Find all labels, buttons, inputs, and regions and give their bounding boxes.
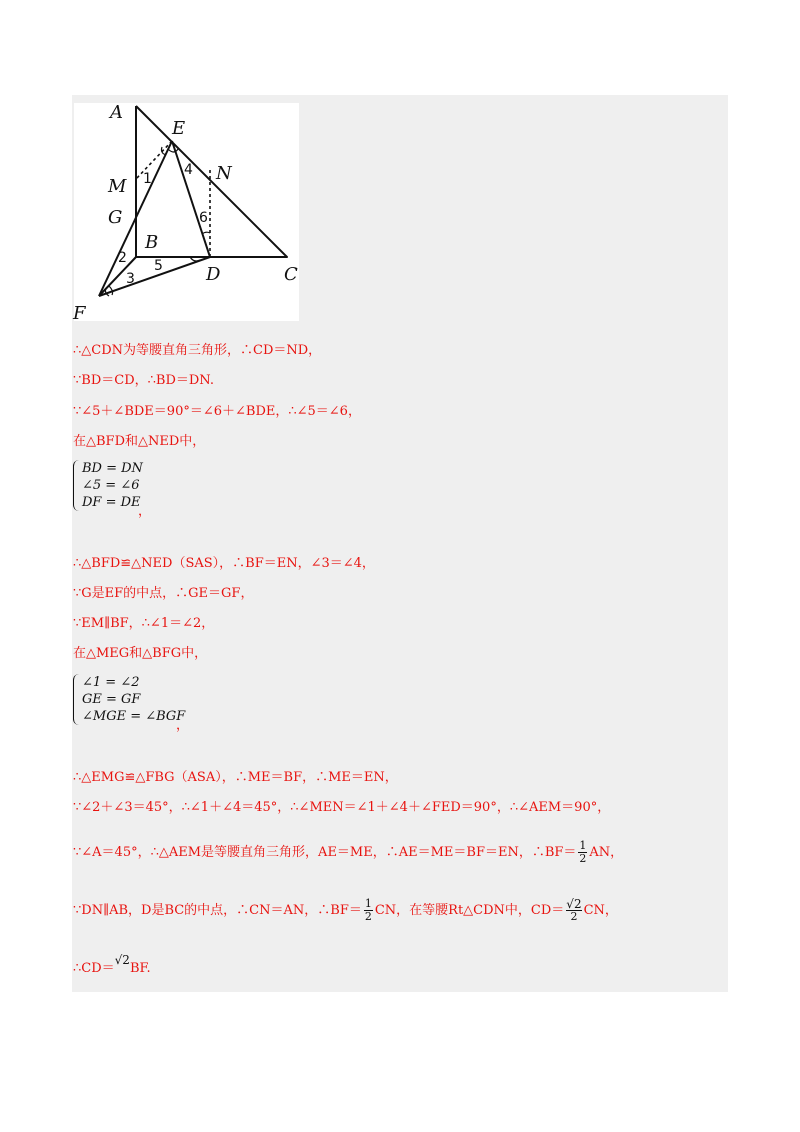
angle-label-2: 2 bbox=[118, 250, 127, 266]
line12-part-b: CN，在等腰Rt△CDN中，CD＝ bbox=[374, 903, 565, 918]
fraction-sqrt2-over-2: $\frac{√2}{2}$ bbox=[566, 897, 582, 923]
proof-line-7: ∵EM∥BF，∴∠1＝∠2， bbox=[73, 616, 215, 631]
proof-line-1: ∴△CDN为等腰直角三角形，∴CD＝ND， bbox=[73, 343, 322, 358]
fraction-half-1: $\frac{1}{2}$ bbox=[579, 839, 587, 865]
point-label-n: N bbox=[216, 163, 232, 184]
proof-line-8: 在△MEG和△BFG中， bbox=[73, 646, 208, 661]
angle-label-5: 5 bbox=[154, 258, 163, 274]
system1-row-1: BD = DN bbox=[82, 461, 143, 476]
line11-part-b: AN， bbox=[589, 845, 624, 860]
point-label-b: B bbox=[145, 232, 159, 253]
point-label-m: M bbox=[108, 176, 127, 197]
point-label-g: G bbox=[108, 207, 123, 228]
dotted-em bbox=[136, 141, 172, 179]
system1-row-3: DF = DE bbox=[82, 495, 141, 510]
system2-row-2: GE = GF bbox=[82, 692, 141, 707]
proof-line-5: ∴△BFD≌△NED（SAS），∴BF＝EN，∠3＝∠4， bbox=[73, 556, 375, 571]
proof-line-12 bbox=[73, 898, 618, 923]
proof-line-13 bbox=[73, 953, 151, 977]
proof-line-11 bbox=[73, 840, 623, 865]
proof-line-4: 在△BFD和△NED中， bbox=[73, 434, 206, 449]
system2-row-1: ∠1 = ∠2 bbox=[82, 675, 140, 690]
equation-system-2 bbox=[73, 674, 185, 725]
point-label-e: E bbox=[172, 118, 186, 139]
line11-part-a: ∵∠A＝45°，∴△AEM是等腰直角三角形，AE＝ME，∴AE＝ME＝BF＝EN，∴BF＝ bbox=[73, 845, 577, 860]
line12-part-a: ∵DN∥AB，D是BC的中点，∴CN＝AN，∴BF＝ bbox=[73, 903, 362, 918]
system1-comma: ， bbox=[138, 504, 152, 519]
angle-label-1: 1 bbox=[143, 171, 152, 187]
sqrt2-coefficient: √2 bbox=[114, 953, 130, 967]
segment-ed bbox=[172, 141, 210, 257]
proof-line-10: ∵∠2＋∠3＝45°，∴∠1＋∠4＝45°，∴∠MEN＝∠1＋∠4＋∠FED＝90°，∴∠AEM＝90°， bbox=[73, 800, 611, 815]
angle-label-3: 3 bbox=[126, 271, 135, 287]
triangle-abc bbox=[136, 106, 287, 257]
fraction-half-2: $\frac{1}{2}$ bbox=[364, 897, 372, 923]
equation-system-1 bbox=[73, 460, 143, 511]
proof-line-6: ∵G是EF的中点，∴GE＝GF， bbox=[73, 586, 254, 601]
angle-label-4: 4 bbox=[184, 162, 193, 178]
line13-part-a: ∴CD＝ bbox=[73, 961, 115, 976]
proof-line-3: ∵∠5＋∠BDE＝90°＝∠6＋∠BDE，∴∠5＝∠6， bbox=[73, 404, 361, 419]
proof-line-9: ∴△EMG≌△FBG（ASA），∴ME＝BF，∴ME＝EN， bbox=[73, 770, 398, 785]
point-label-a: A bbox=[110, 102, 123, 123]
angle-label-6: 6 bbox=[199, 210, 208, 226]
angle-arc-6 bbox=[202, 232, 210, 234]
proof-line-2: ∵BD＝CD，∴BD＝DN. bbox=[73, 373, 214, 388]
system1-row-2: ∠5 = ∠6 bbox=[82, 478, 140, 493]
system2-comma: ， bbox=[176, 718, 190, 733]
point-label-d: D bbox=[206, 264, 221, 285]
angle-arc-3 bbox=[109, 286, 113, 295]
line13-part-b: BF. bbox=[129, 961, 151, 976]
point-label-c: C bbox=[284, 264, 298, 285]
line12-part-c: CN， bbox=[583, 903, 618, 918]
system2-row-3: ∠MGE = ∠BGF bbox=[82, 709, 186, 724]
point-label-f: F bbox=[73, 303, 86, 324]
